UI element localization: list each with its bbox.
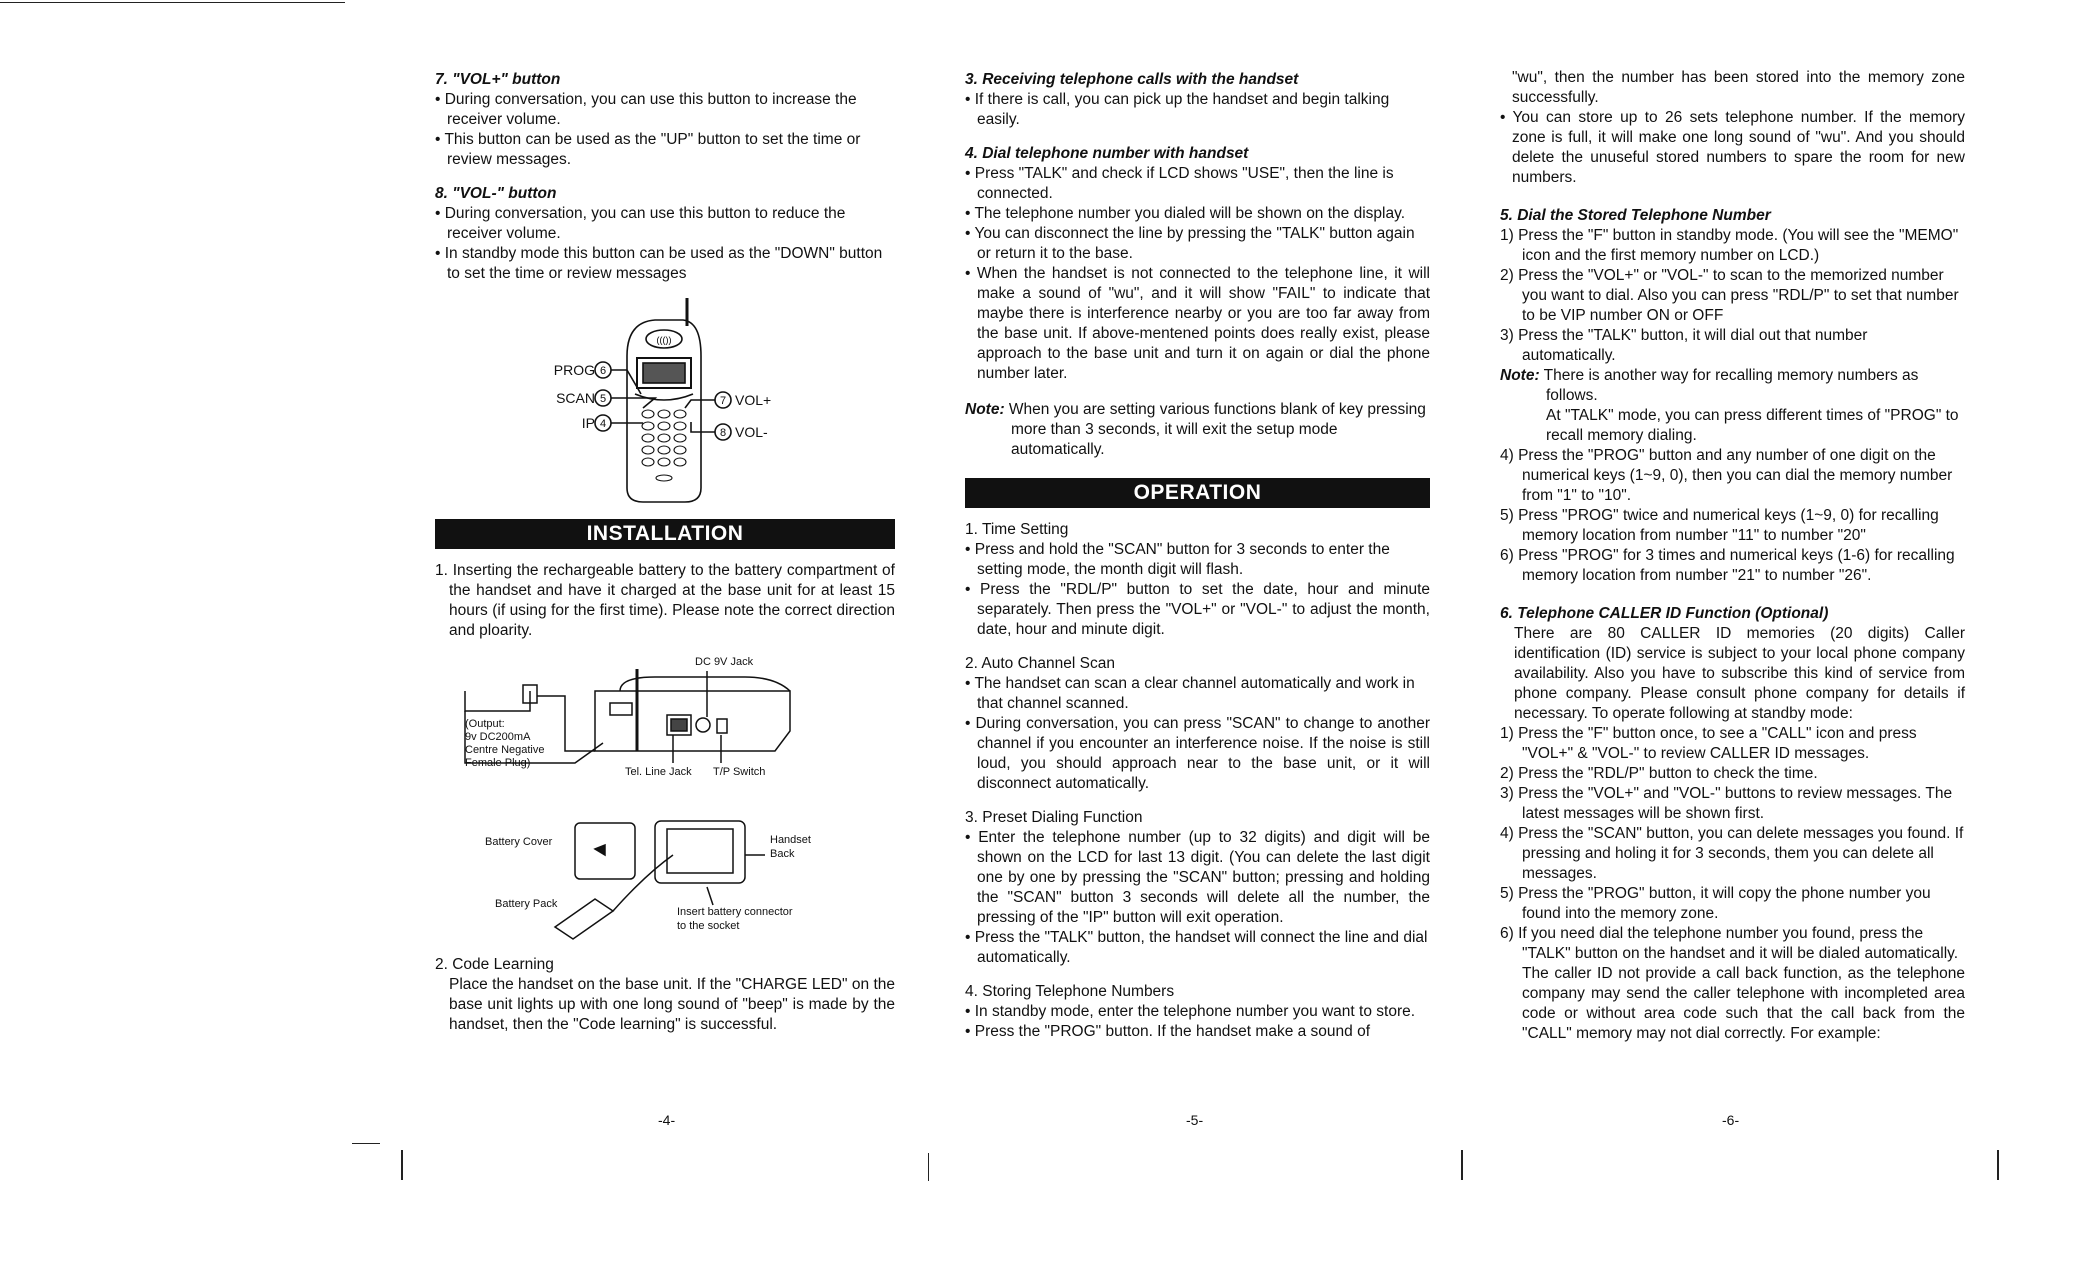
section-4-line: • The telephone number you dialed will be shown on the display. (965, 205, 1405, 222)
battery-diagram (445, 815, 885, 945)
note-block-page-6 (1500, 366, 1965, 406)
section-4-line: • Press "TALK" and check if LCD shows "USE", then the line is connected. (965, 165, 1394, 202)
dc-jack-label: DC 9V Jack (695, 656, 754, 668)
bottom-left-rule (352, 1143, 380, 1144)
op-2-title: 2. Auto Channel Scan (965, 655, 1115, 672)
tel-jack-label: Tel. Line Jack (625, 766, 692, 778)
handset-back-label-2: Back (770, 848, 795, 860)
output-label-1: (Output: (465, 718, 505, 730)
section-7-line: • During conversation, you can use this button to increase the receiver volume. (435, 91, 857, 128)
section-6-item: 6) If you need dial the telephone number you found, press the "TALK" button on the handset and it will be dialed automatically. (1500, 925, 1959, 962)
section-5-item: 3) Press the "TALK" button, it will dial out that number automatically. (1500, 327, 1868, 364)
fold-mark-3 (1461, 1150, 1463, 1180)
section-8-title: 8. "VOL-" button (435, 185, 557, 202)
op-3-line: • Press the "TALK" button, the handset will connect the line and dial automatically. (965, 929, 1428, 966)
page-4-column (435, 68, 895, 1035)
insert-connector-label-1: Insert battery connector (677, 906, 793, 918)
section-3-line: • If there is call, you can pick up the handset and begin talking easily. (965, 91, 1390, 128)
output-label-4: Female Plug) (465, 757, 531, 769)
battery-pack-label: Battery Pack (495, 898, 558, 910)
op-1-line: • Press and hold the "SCAN" button for 3 seconds to enter the setting mode, the month digit will flash. (965, 541, 1390, 578)
operation-banner: OPERATION (965, 478, 1430, 508)
output-label-3: Centre Negative (465, 744, 545, 756)
continued-line: "wu", then the number has been stored into the memory zone successfully. (1512, 69, 1965, 106)
page-6-column (1500, 68, 1965, 1044)
section-6-title: 6. Telephone CALLER ID Function (Optional) (1500, 605, 1829, 622)
handset-diagram (515, 296, 815, 511)
op-2-line: • During conversation, you can press "SCAN" to change to another channel if you encounter an interference noise. If the noise is still loud, you should approach near to the base unit, or it will disconnect automatically. (965, 715, 1430, 792)
section-4-title: 4. Dial telephone number with handset (965, 145, 1249, 162)
section-4-line: • When the handset is not connected to the telephone line, it will make a sound of "wu", and it will show "FAIL" to indicate that maybe there is interference nearby or you are too far away from the base unit. If above-mentened points does really exist, please approach to the base unit and turn it on again or dial the phone number later. (965, 265, 1430, 382)
section-6-item: 2) Press the "RDL/P" button to check the time. (1500, 765, 1818, 782)
op-1-line: • Press the "RDL/P" button to set the date, hour and minute separately. Then press the "VOL+" or "VOL-" to adjust the month, date, hour and minute digit. (965, 581, 1430, 638)
output-label-2: 9v DC200mA (465, 731, 531, 743)
op-4-title: 4. Storing Telephone Numbers (965, 983, 1175, 1000)
op-2-line: • The handset can scan a clear channel automatically and work in that channel scanned. (965, 675, 1415, 712)
section-6-item: 4) Press the "SCAN" button, you can delete messages you found. If pressing and holing it for 3 seconds, them you can delete all messages. (1500, 825, 1964, 882)
fold-mark-2 (928, 1153, 929, 1181)
section-6-item: 5) Press the "PROG" button, it will copy the phone number you found into the memory zone. (1500, 885, 1931, 922)
section-6-item: 3) Press the "VOL+" and "VOL-" buttons to review messages. The latest messages will be shown first. (1500, 785, 1953, 822)
installation-banner: INSTALLATION (435, 519, 895, 549)
note-text-2: At "TALK" mode, you can press different times of "PROG" to recall memory dialing. (1546, 407, 1959, 444)
note-text-1: There is another way for recalling memory numbers as follows. (1543, 367, 1919, 404)
section-5-item: 5) Press "PROG" twice and numerical keys (1~9, 0) for recalling memory location from number "11" to number "20" (1500, 507, 1939, 544)
section-6-item: 1) Press the "F" button once, to see a "CALL" icon and press "VOL+" & "VOL-" to review CALLER ID messages. (1500, 725, 1917, 762)
section-5-item: 2) Press the "VOL+" or "VOL-" to scan to the memorized number you want to dial. Also you can press "RDL/P" to set that number to be VIP number ON or OFF (1500, 267, 1959, 324)
prog-number: 6 (599, 365, 607, 377)
volm-label: VOL- (735, 424, 768, 440)
volm-number: 8 (719, 427, 727, 439)
installation-step-1: 1. Inserting the rechargeable battery to the battery compartment of the handset and have it charged at the base unit for at least 15 hours (if using for the first time). Please note the correct direction and ploarity. (435, 562, 895, 639)
volp-label: VOL+ (735, 392, 772, 408)
installation-step-2-title: 2. Code Learning (435, 956, 554, 973)
ip-label: IP (581, 415, 595, 431)
insert-connector-label-2: to the socket (677, 920, 740, 932)
volp-number: 7 (719, 395, 727, 407)
section-3-title: 3. Receiving telephone calls with the handset (965, 71, 1299, 88)
prog-label: PROG (553, 362, 595, 378)
handset-earpiece-label: ((()) (656, 335, 672, 345)
continued-line: • You can store up to 26 sets telephone number. If the memory zone is full, it will make one long sound of "wu". And you should delete the unuseful stored numbers to spare the room for new numbers. (1500, 109, 1965, 186)
note-label-page-6: Note: (1500, 367, 1540, 384)
page-number-5: -5- (1186, 1112, 1204, 1128)
section-7-line: • This button can be used as the "UP" button to set the time or review messages. (435, 131, 861, 168)
note-label: Note: (965, 401, 1005, 418)
tp-switch-label: T/P Switch (713, 766, 766, 778)
scan-label: SCAN (556, 390, 595, 406)
ip-number: 4 (599, 418, 607, 430)
page-5-column (965, 68, 1430, 1042)
page-number-4: -4- (658, 1112, 676, 1128)
section-8-line: • During conversation, you can use this button to reduce the receiver volume. (435, 205, 846, 242)
scan-number: 5 (599, 393, 607, 405)
page-number-6: -6- (1722, 1112, 1740, 1128)
fold-mark-1 (401, 1150, 403, 1180)
op-1-title: 1. Time Setting (965, 521, 1069, 538)
section-5-item: 1) Press the "F" button in standby mode. (You will see the "MEMO" icon and the first memory number on LCD.) (1500, 227, 1959, 264)
section-5-title: 5. Dial the Stored Telephone Number (1500, 207, 1771, 224)
note-block (965, 400, 1430, 460)
note-text: When you are setting various functions blank of key pressing more than 3 seconds, it will exit the setup mode automatically. (1008, 401, 1426, 458)
op-4-line: • In standby mode, enter the telephone number you want to store. (965, 1003, 1416, 1020)
section-5-item: 4) Press the "PROG" button and any number of one digit on the numerical keys (1~9, 0), then you can dial the memory number from "1" to "10". (1500, 447, 1953, 504)
installation-step-2-body: Place the handset on the base unit. If the "CHARGE LED" on the base unit lights up with one long sound of "beep" is made by the handset, then the "Code learning" is successful. (449, 976, 895, 1033)
section-5-item: 6) Press "PROG" for 3 times and numerical keys (1-6) for recalling memory location from number "21" to number "26". (1500, 547, 1955, 584)
section-4-line: • You can disconnect the line by pressing the "TALK" button again or return it to the base. (965, 225, 1415, 262)
base-unit-diagram (445, 651, 885, 811)
op-4-line: • Press the "PROG" button. If the handset make a sound of (965, 1023, 1371, 1040)
op-3-title: 3. Preset Dialing Function (965, 809, 1143, 826)
top-left-rule (0, 2, 345, 3)
op-3-line: • Enter the telephone number (up to 32 digits) and digit will be shown on the LCD for last 13 digit. (You can delete the last digit one by one by pressing the "SCAN" button; pressing and holding the "SCAN" button 3 seconds will delete all the number, the pressing of the "IP" button will exit operation. (965, 829, 1430, 926)
fold-mark-4 (1997, 1150, 1999, 1180)
section-8-line: • In standby mode this button can be used as the "DOWN" button to set the time or review messages (435, 245, 883, 282)
section-7-title: 7. "VOL+" button (435, 71, 561, 88)
section-6-intro: There are 80 CALLER ID memories (20 digits) Caller identification (ID) service is subject to your local phone company availability. Also you have to subscribe this kind of service from phone company. Please consult phone company for details if necessary. To operate following at standby mode: (1514, 625, 1965, 722)
battery-cover-label: Battery Cover (485, 836, 553, 848)
section-6-tail: The caller ID not provide a call back function, as the telephone company may send the caller telephone with incompleted area code or without area code such that the call back from the "CALL" memory may not dial correctly. For example: (1522, 965, 1965, 1042)
handset-back-label-1: Handset (770, 834, 811, 846)
